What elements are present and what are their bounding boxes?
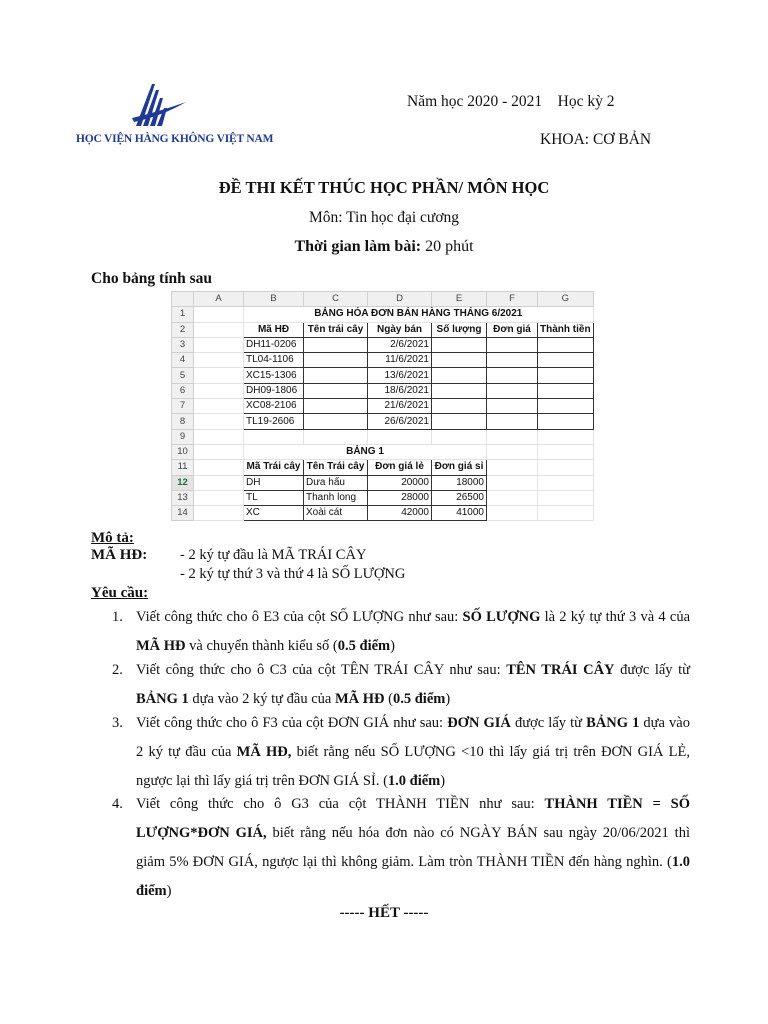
row-number[interactable]: 6: [172, 383, 194, 398]
cell[interactable]: [487, 414, 538, 429]
requirement-item: [112, 603, 690, 661]
end-marker: ----- HẾT -----: [339, 905, 429, 921]
cell[interactable]: [538, 460, 594, 475]
fruit-code-cell[interactable]: TL: [244, 490, 304, 505]
faculty: KHOA: CƠ BẢN: [540, 131, 652, 148]
header-cell[interactable]: Mã HĐ: [244, 322, 304, 337]
academy-logo-icon: [128, 78, 188, 130]
requirement-item: [112, 656, 690, 714]
cell[interactable]: [304, 429, 368, 444]
requirement-text: Viết công thức cho ô G3 của cột THÀNH TIỀN như sau: THÀNH TIỀN = SỐ LƯỢNG*ĐƠN GIÁ, biết rằng nếu hóa đơn nào có NGÀY BÁN sau ngày 20/06/2021 thì giảm 5% ĐƠN GIÁ, ngược lại thì không giảm. Làm tròn THÀNH TIỀN đến hàng nghìn. (1.0 điểm): [136, 796, 690, 899]
cell[interactable]: [487, 399, 538, 414]
row-number-selected[interactable]: 12: [172, 475, 194, 490]
table-row: [172, 414, 594, 429]
cell[interactable]: [538, 429, 594, 444]
retail-price-cell[interactable]: 42000: [368, 506, 432, 521]
cell[interactable]: [244, 429, 304, 444]
cell[interactable]: [194, 368, 244, 383]
requirement-number: 1.: [112, 609, 123, 625]
cell[interactable]: [194, 414, 244, 429]
table-row: [172, 399, 594, 414]
cell[interactable]: [487, 460, 538, 475]
row-number[interactable]: 1: [172, 307, 194, 322]
cell[interactable]: [538, 383, 594, 398]
row-number[interactable]: 4: [172, 353, 194, 368]
cell[interactable]: [194, 460, 244, 475]
table-row: [172, 353, 594, 368]
exam-intro: Cho bảng tính sau: [91, 270, 213, 287]
sale-date-cell[interactable]: 18/6/2021: [368, 383, 432, 398]
main-table-title[interactable]: BẢNG HÓA ĐƠN BÁN HÀNG THÁNG 6/2021: [244, 307, 594, 322]
cell[interactable]: [304, 383, 368, 398]
wholesale-price-cell[interactable]: 41000: [432, 506, 487, 521]
cell[interactable]: [538, 490, 594, 505]
invoice-code-cell[interactable]: XC08-2106: [244, 399, 304, 414]
cell[interactable]: [538, 337, 594, 352]
invoice-code-cell[interactable]: TL04-1106: [244, 353, 304, 368]
requirement-item: [112, 790, 690, 906]
sale-date-cell[interactable]: 21/6/2021: [368, 399, 432, 414]
row-number[interactable]: 11: [172, 460, 194, 475]
column-header[interactable]: E: [432, 292, 487, 307]
fruit-code-cell[interactable]: DH: [244, 475, 304, 490]
school-year-semester: [407, 93, 615, 111]
exam-title: ĐỀ THI KẾT THÚC HỌC PHẦN/ MÔN HỌC: [218, 178, 550, 197]
row-number[interactable]: 5: [172, 368, 194, 383]
row-number[interactable]: 10: [172, 444, 194, 459]
requirement-item: [112, 709, 690, 796]
cell[interactable]: [487, 490, 538, 505]
invoice-code-cell[interactable]: DH09-1806: [244, 383, 304, 398]
retail-price-cell[interactable]: 28000: [368, 490, 432, 505]
sale-date-cell[interactable]: 13/6/2021: [368, 368, 432, 383]
cell[interactable]: [304, 337, 368, 352]
cell[interactable]: [432, 429, 487, 444]
spreadsheet-grid: [171, 291, 594, 521]
row-number[interactable]: 9: [172, 429, 194, 444]
requirement-text: Viết công thức cho ô C3 của cột TÊN TRÁI CÂY như sau: TÊN TRÁI CÂY được lấy từ BẢNG 1 dựa vào 2 ký tự đầu của MÃ HĐ (0.5 điểm): [136, 662, 690, 707]
column-header-row: [172, 292, 594, 307]
cell[interactable]: [194, 337, 244, 352]
cell[interactable]: [538, 353, 594, 368]
table-row: [172, 322, 594, 337]
row-number[interactable]: 8: [172, 414, 194, 429]
exam-subject: Môn: Tin học đại cương: [308, 209, 460, 226]
cell[interactable]: [194, 307, 244, 322]
table-row: [172, 475, 594, 490]
organization-name: HỌC VIỆN HÀNG KHÔNG VIỆT NAM: [76, 133, 274, 145]
row-number[interactable]: 2: [172, 322, 194, 337]
fruit-name-cell[interactable]: Xoài cát: [304, 506, 368, 521]
sale-date-cell[interactable]: 11/6/2021: [368, 353, 432, 368]
table-row: [172, 490, 594, 505]
cell[interactable]: [487, 506, 538, 521]
cell[interactable]: [538, 368, 594, 383]
exam-time-label: Thời gian làm bài:: [294, 238, 422, 255]
description-line: - 2 ký tự thứ 3 và thứ 4 là SỐ LƯỢNG: [180, 566, 406, 582]
table1-title[interactable]: BẢNG 1: [244, 444, 487, 459]
cell[interactable]: [487, 337, 538, 352]
row-number[interactable]: 13: [172, 490, 194, 505]
cell[interactable]: [432, 337, 487, 352]
table-row: [172, 506, 594, 521]
retail-price-cell[interactable]: 20000: [368, 475, 432, 490]
header-cell[interactable]: Tên Trái cây: [304, 460, 368, 475]
column-header[interactable]: A: [194, 292, 244, 307]
cell[interactable]: [538, 414, 594, 429]
requirement-number: 3.: [112, 715, 123, 731]
description-key: MÃ HĐ:: [91, 547, 148, 563]
cell[interactable]: [487, 368, 538, 383]
header-cell[interactable]: Đơn giá sỉ: [432, 460, 487, 475]
table-row: [172, 460, 594, 475]
row-number[interactable]: 14: [172, 506, 194, 521]
invoice-code-cell[interactable]: XC15-1306: [244, 368, 304, 383]
description-heading: Mô tả:: [91, 530, 134, 546]
wholesale-price-cell[interactable]: 18000: [432, 475, 487, 490]
school-year: Năm học 2020 - 2021: [407, 93, 543, 110]
column-header[interactable]: [172, 292, 194, 307]
cell[interactable]: [487, 444, 538, 459]
table-row: [172, 429, 594, 444]
column-header[interactable]: G: [538, 292, 594, 307]
invoice-code-cell[interactable]: TL19-2606: [244, 414, 304, 429]
invoice-code-cell[interactable]: DH11-0206: [244, 337, 304, 352]
table-row: [172, 368, 594, 383]
wholesale-price-cell[interactable]: 26500: [432, 490, 487, 505]
requirement-text: Viết công thức cho ô F3 của cột ĐƠN GIÁ như sau: ĐƠN GIÁ được lấy từ BẢNG 1 dựa vào 2 ký tự đầu của MÃ HĐ, biết rằng nếu SỐ LƯỢNG <10 thì lấy giá trị trên ĐƠN GIÁ LẺ, ngược lại thì lấy giá trị trên ĐƠN GIÁ SỈ. (1.0 điểm): [136, 715, 690, 789]
cell[interactable]: [194, 506, 244, 521]
cell[interactable]: [304, 353, 368, 368]
table-row: [172, 307, 594, 322]
table-row: [172, 383, 594, 398]
requirements-heading: Yêu cầu:: [91, 585, 149, 601]
header-cell[interactable]: Đơn giá: [487, 322, 538, 337]
cell[interactable]: [194, 399, 244, 414]
cell[interactable]: [538, 444, 594, 459]
fruit-name-cell[interactable]: Dưa hấu: [304, 475, 368, 490]
header-cell[interactable]: Số lượng: [432, 322, 487, 337]
fruit-name-cell[interactable]: Thanh long: [304, 490, 368, 505]
column-header[interactable]: D: [368, 292, 432, 307]
header-cell[interactable]: Mã Trái cây: [244, 460, 304, 475]
cell[interactable]: [194, 475, 244, 490]
exam-time: [0, 238, 768, 256]
cell[interactable]: [304, 414, 368, 429]
cell[interactable]: [194, 490, 244, 505]
header-cell[interactable]: Ngày bán: [368, 322, 432, 337]
header-cell[interactable]: Đơn giá lẻ: [368, 460, 432, 475]
cell[interactable]: [304, 399, 368, 414]
column-header[interactable]: C: [304, 292, 368, 307]
header-cell[interactable]: Tên trái cây: [304, 322, 368, 337]
column-header[interactable]: B: [244, 292, 304, 307]
exam-time-value: 20 phút: [425, 238, 474, 255]
header-cell[interactable]: Thành tiền: [538, 322, 594, 337]
cell[interactable]: [538, 506, 594, 521]
semester: Học kỳ 2: [557, 93, 615, 110]
cell[interactable]: [487, 353, 538, 368]
cell[interactable]: [432, 353, 487, 368]
row-number[interactable]: 3: [172, 337, 194, 352]
cell[interactable]: [304, 368, 368, 383]
cell[interactable]: [487, 475, 538, 490]
cell[interactable]: [194, 322, 244, 337]
requirement-number: 2.: [112, 662, 123, 678]
table-row: [172, 444, 594, 459]
cell[interactable]: [432, 368, 487, 383]
spreadsheet: [171, 291, 594, 521]
cell[interactable]: [194, 429, 244, 444]
cell[interactable]: [194, 383, 244, 398]
cell[interactable]: [194, 444, 244, 459]
cell[interactable]: [538, 399, 594, 414]
sale-date-cell[interactable]: 2/6/2021: [368, 337, 432, 352]
cell[interactable]: [432, 414, 487, 429]
cell[interactable]: [432, 383, 487, 398]
requirement-text: Viết công thức cho ô E3 của cột SỐ LƯỢNG như sau: SỐ LƯỢNG là 2 ký tự thứ 3 và 4 của MÃ HĐ và chuyển thành kiểu số (0.5 điểm): [136, 609, 691, 654]
table-row: [172, 337, 594, 352]
column-header[interactable]: F: [487, 292, 538, 307]
sale-date-cell[interactable]: 26/6/2021: [368, 414, 432, 429]
row-number[interactable]: 7: [172, 399, 194, 414]
cell[interactable]: [487, 383, 538, 398]
cell[interactable]: [194, 353, 244, 368]
cell[interactable]: [487, 429, 538, 444]
fruit-code-cell[interactable]: XC: [244, 506, 304, 521]
requirement-number: 4.: [112, 796, 123, 812]
cell[interactable]: [538, 475, 594, 490]
description-line: - 2 ký tự đầu là MÃ TRÁI CÂY: [180, 547, 367, 563]
cell[interactable]: [368, 429, 432, 444]
cell[interactable]: [432, 399, 487, 414]
